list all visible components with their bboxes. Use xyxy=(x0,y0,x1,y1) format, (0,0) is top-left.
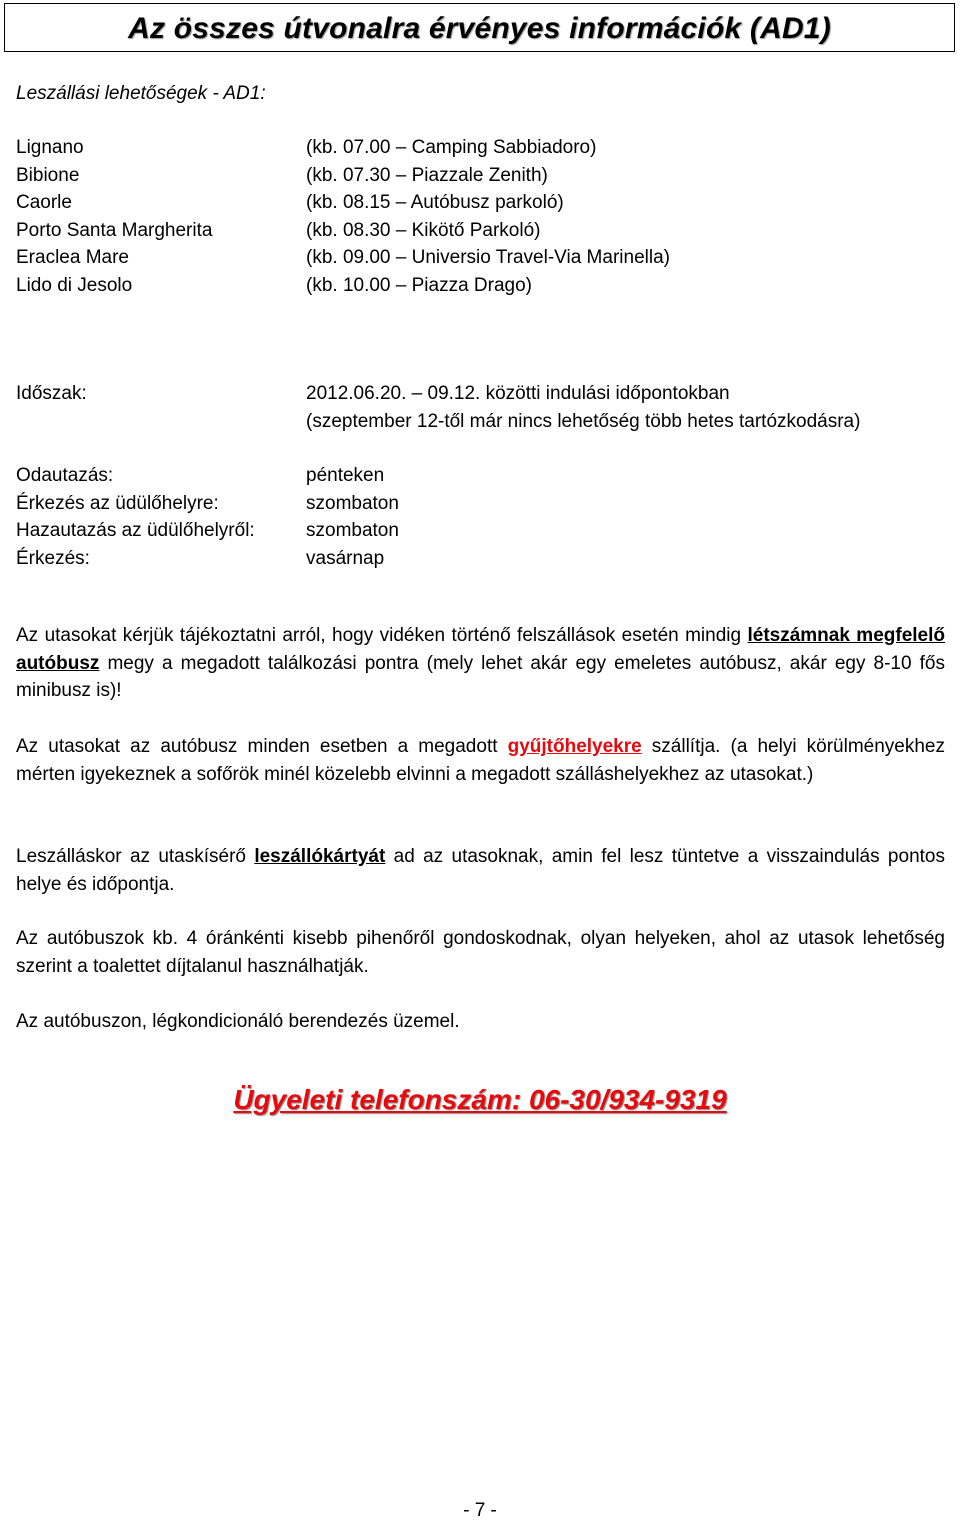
stop-detail: (kb. 10.00 – Piazza Drago) xyxy=(306,274,533,296)
stops-list xyxy=(16,134,670,299)
stop-row xyxy=(16,244,670,272)
dropoff-heading: Leszállási lehetőségek - AD1: xyxy=(16,83,266,104)
travel-row xyxy=(16,490,399,518)
stop-city: Porto Santa Margherita xyxy=(16,219,213,241)
period-label: Időszak: xyxy=(16,383,87,404)
page-number: - 7 - xyxy=(463,1500,497,1521)
title-box xyxy=(4,3,955,52)
emergency-phone: Ügyeleti telefonszám: 06-30/934-9319 xyxy=(233,1084,727,1115)
stop-row xyxy=(16,162,670,190)
stop-row xyxy=(16,134,670,162)
travel-label: Hazautazás az üdülőhelyről: xyxy=(16,520,255,541)
air-conditioning-paragraph: Az autóbuszon, légkondicionáló berendezés üzemel. xyxy=(16,1011,460,1032)
stop-city: Lido di Jesolo xyxy=(16,274,133,296)
emphasis-text: létszámnak megfelelő autóbusz xyxy=(16,625,945,674)
stop-city: Caorle xyxy=(16,192,72,213)
travel-label: Érkezés az üdülőhelyre: xyxy=(16,492,219,514)
stop-city: Lignano xyxy=(16,137,84,158)
emphasis-text: leszállókártyát xyxy=(254,846,386,867)
travel-row xyxy=(16,545,399,573)
travel-value: szombaton xyxy=(306,492,399,514)
rest-stops-paragraph: Az autóbuszok kb. 4 óránkénti kisebb pihenőről gondoskodnak, olyan helyeken, ahol az utasok lehetőség szerint a toalettet díjtalanul használhatják. xyxy=(16,928,945,977)
stop-row xyxy=(16,272,670,300)
stop-detail: (kb. 08.30 – Kikötő Parkoló) xyxy=(306,219,541,241)
travel-row xyxy=(16,517,399,545)
paragraph-text: szállítja. (a helyi körülményekhez mérten igyekeznek a sofőrök minél közelebb elvinni a megadott szálláshelyekhez az utasokat.) xyxy=(16,736,945,785)
paragraph-text: Az utasokat az autóbusz minden esetben a megadott xyxy=(16,736,508,757)
dropoff-card-paragraph xyxy=(16,843,945,898)
bus-size-paragraph xyxy=(16,622,945,705)
stop-row xyxy=(16,217,670,245)
stop-detail: (kb. 09.00 – Universio Travel-Via Marinella) xyxy=(306,247,670,268)
page-title: Az összes útvonalra érvényes információk (AD1) xyxy=(128,12,831,45)
period-line-2: (szeptember 12-től már nincs lehetőség több hetes tartózkodásra) xyxy=(306,410,861,432)
stop-row xyxy=(16,189,670,217)
emphasis-text: gyűjtőhelyekre xyxy=(507,736,642,757)
stop-detail: (kb. 07.00 – Camping Sabbiadoro) xyxy=(306,137,597,158)
paragraph-text: ad az utasoknak, amin fel lesz tüntetve a visszaindulás pontos helye és időpontja. xyxy=(16,846,945,895)
paragraph-text: megy a megadott találkozási pontra (mely lehet akár egy emeletes autóbusz, akár egy 8-10 fős minibusz is)! xyxy=(16,652,945,701)
travel-schedule xyxy=(16,462,399,572)
travel-label: Érkezés: xyxy=(16,547,90,569)
paragraph-text: Leszálláskor az utaskísérő xyxy=(16,846,255,867)
period-line-1: 2012.06.20. – 09.12. közötti indulási időpontokban xyxy=(306,383,730,404)
stop-city: Eraclea Mare xyxy=(16,247,129,268)
stop-detail: (kb. 07.30 – Piazzale Zenith) xyxy=(306,164,548,186)
travel-row xyxy=(16,462,399,490)
stop-city: Bibione xyxy=(16,164,80,186)
pickup-points-paragraph xyxy=(16,733,945,788)
period-text xyxy=(306,380,860,435)
stop-detail: (kb. 08.15 – Autóbusz parkoló) xyxy=(306,192,564,213)
travel-value: szombaton xyxy=(306,520,399,541)
travel-value: vasárnap xyxy=(306,547,385,569)
travel-value: pénteken xyxy=(306,465,385,486)
paragraph-text: Az utasokat kérjük tájékoztatni arról, hogy vidéken történő felszállások esetén mindig xyxy=(16,625,748,646)
travel-label: Odautazás: xyxy=(16,465,114,486)
